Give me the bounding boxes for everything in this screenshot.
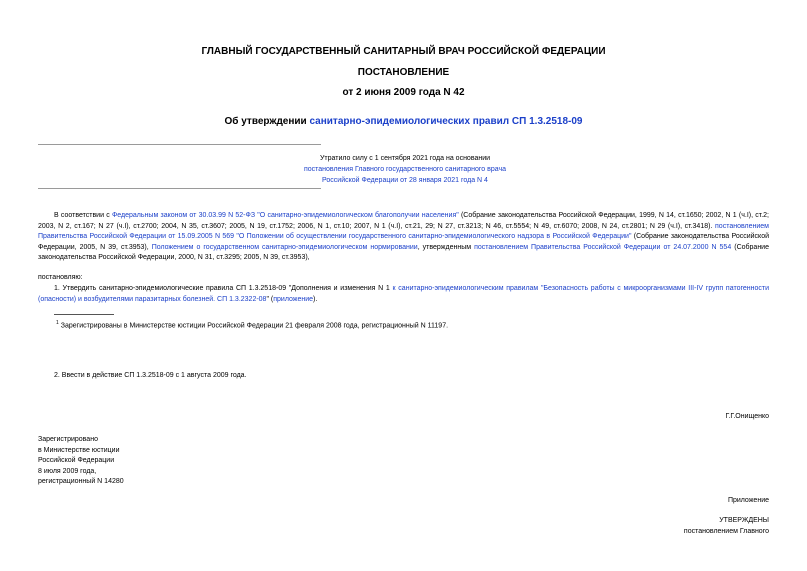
- government-resolution-569-link[interactable]: постановлением Правительства Российской Федерации от 15.09.2005 N 569 "О Положении об осуществлении государственного санитарно-эпидемиологического надзора в Российской Федерации": [38, 222, 769, 240]
- signature: Г.Г.Онищенко: [725, 413, 769, 420]
- footnote: [56, 318, 756, 332]
- divider-top: [38, 144, 321, 145]
- title-link[interactable]: санитарно-эпидемиологических правил СП 1.3.2518-09: [309, 116, 583, 127]
- preamble-text: (Собрание законодательства Российской Федерации, 2000, N 31, ст.3295; 2005, N 39, ст.3953),: [38, 243, 769, 261]
- preamble-text: В соответствии с: [54, 212, 112, 219]
- approved-by: постановлением Главного: [683, 528, 769, 535]
- item-1-text: " (: [266, 295, 274, 303]
- appendix-label: Приложение: [727, 497, 769, 504]
- issuing-authority: ГЛАВНЫЙ ГОСУДАРСТВЕННЫЙ САНИТАРНЫЙ ВРАЧ РОССИЙСКОЙ ФЕДЕРАЦИИ: [201, 46, 606, 57]
- registration-line: регистрационный N 14280: [38, 478, 124, 485]
- registration-line: 8 июля 2009 года,: [38, 467, 97, 475]
- status-note-link-1[interactable]: постановления Главного государственного санитарного врача: [303, 166, 507, 173]
- footnote-rule: [54, 314, 114, 315]
- government-resolution-554-link[interactable]: постановлением Правительства Российской Федерации от 24.07.2000 N 554: [474, 243, 732, 251]
- status-note: [260, 153, 550, 186]
- sp-2322-link[interactable]: к санитарно-эпидемиологическим правилам "Безопасность работы с микроорганизмами III-IV групп патогенности (опасности) и возбудителями паразитарных болезней. СП 1.3.2322-08: [38, 285, 770, 303]
- preamble-text: , утвержденным: [417, 243, 475, 251]
- preamble-text: (Собрание законодательства Российской Федерации, 2005, N 39, ст.3953),: [38, 233, 770, 251]
- title-prefix: Об утверждении: [224, 116, 310, 127]
- document-title: [0, 116, 807, 127]
- registration-line: Зарегистрировано: [38, 436, 98, 443]
- divider-bottom: [38, 188, 321, 189]
- item-2: 2. Ввести в действие СП 1.3.2518-09 с 1 августа 2009 года.: [54, 372, 247, 379]
- registration-block: [38, 435, 124, 488]
- resolve-label: постановляю:: [38, 274, 83, 281]
- federal-law-link[interactable]: Федеральным законом от 30.03.99 N 52-ФЗ "О санитарно-эпидемиологическом благополучии населения": [111, 212, 459, 219]
- preamble-text: (Собрание законодательства Российской Федерации, 1999, N 14, ст.1650; 2002, N 1 (ч.I), ст.2; 2003, N 2, ст.167; N 27 (ч.I), ст.2700; 2004, N 35, ст.3607; 2005, N 19, ст.1752; 2006, N 1, ст.10; 2007, N 1 (ч.I), ст.21, 29; N 27, ст.3213; N 46, ст.5554; N 49, ст.6070; 2008, N 24, ст.2801; N 29 (ч.I), ст.3418).: [38, 212, 769, 230]
- status-note-link-2[interactable]: Российской Федерации от 28 января 2021 года N 4: [322, 177, 488, 184]
- status-note-line-1: Утратило силу с 1 сентября 2021 года на основании: [319, 155, 491, 162]
- footnote-text: Зарегистрированы в Министерстве юстиции Российской Федерации 21 февраля 2008 года, регистрационный N 11197.: [60, 322, 449, 330]
- item-1-text: ).: [313, 295, 318, 303]
- preamble-paragraph: [38, 211, 769, 264]
- document-type: ПОСТАНОВЛЕНИЕ: [357, 67, 450, 78]
- item-1: [38, 284, 769, 305]
- registration-line: в Министерстве юстиции: [38, 446, 120, 454]
- regulation-link[interactable]: Положением о государственном санитарно-эпидемиологическом нормировании: [151, 243, 418, 251]
- item-1-text: 1. Утвердить санитарно-эпидемиологические правила СП 1.3.2518-09 "Дополнения и изменения N 1: [54, 285, 393, 292]
- approved-label: УТВЕРЖДЕНЫ: [719, 517, 769, 524]
- footnote-marker: 1: [56, 320, 59, 326]
- appendix-link[interactable]: приложение: [273, 295, 314, 303]
- registration-line: Российской Федерации: [38, 457, 115, 464]
- date-number: от 2 июня 2009 года N 42: [342, 87, 465, 98]
